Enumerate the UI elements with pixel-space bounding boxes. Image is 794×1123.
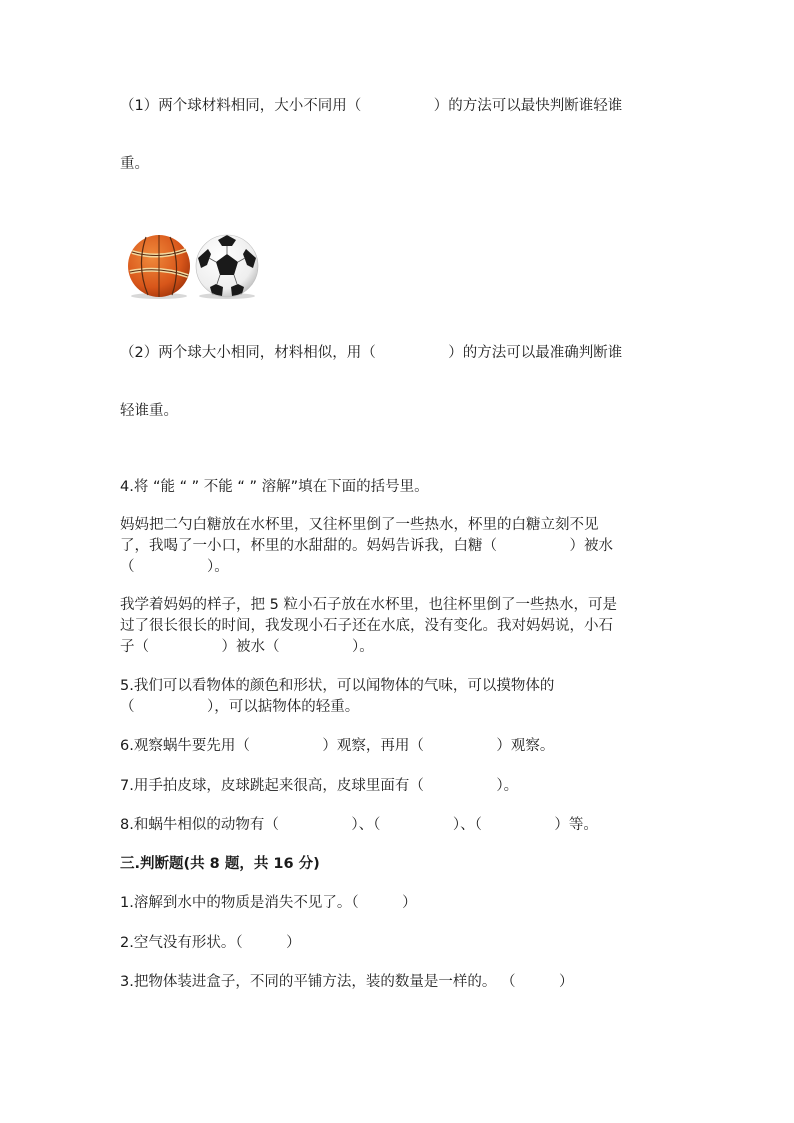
q4-para2-line1: 我学着妈妈的样子，把 5 粒小石子放在水杯里，也往杯里倒了一些热水，可是 (120, 597, 617, 613)
q5-line2: （ ），可以掂物体的轻重。 (120, 699, 360, 715)
judge-item-2: 2.空气没有形状。（ ） (120, 935, 301, 951)
q7-text: 7.用手拍皮球，皮球跳起来很高，皮球里面有（ ）。 (120, 778, 519, 794)
q3-part1-line1: （1）两个球材料相同，大小不同用（ ）的方法可以最快判断谁轻谁 (120, 98, 623, 114)
judge-item-3: 3.把物体装进盒子，不同的平铺方法，装的数量是一样的。 （ ） (120, 974, 574, 990)
soccer-ball-icon (196, 235, 258, 297)
section3-heading: 三.判断题(共 8 题，共 16 分) (120, 856, 320, 872)
q3-part2-line1: （2）两个球大小相同，材料相似，用（ ）的方法可以最准确判断谁 (120, 345, 623, 361)
q5-line1: 5.我们可以看物体的颜色和形状，可以闻物体的气味，可以摸物体的 (120, 678, 555, 694)
basketball-icon (128, 235, 190, 297)
q8-text: 8.和蜗牛相似的动物有（ ）、（ ）、（ ）等。 (120, 817, 598, 833)
q4-para2-line3: 子（ ）被水（ ）。 (120, 639, 374, 655)
q3-part2-line2: 轻谁重。 (120, 403, 178, 419)
q4-para1-line3: （ ）。 (120, 559, 229, 575)
balls-image (126, 232, 260, 300)
q4-para1-line1: 妈妈把二勺白糖放在水杯里，又往杯里倒了一些热水，杯里的白糖立刻不见 (120, 517, 599, 533)
q4-para1-line2: 了，我喝了一小口，杯里的水甜甜的。妈妈告诉我，白糖（ ）被水 (120, 538, 613, 554)
q3-part1-line2: 重。 (120, 156, 149, 172)
q4-title: 4.将 “能 “ ” 不能 “ ” 溶解”填在下面的括号里。 (120, 479, 429, 495)
judge-item-1: 1.溶解到水中的物质是消失不见了。（ ） (120, 895, 417, 911)
q4-para2-line2: 过了很长很长的时间，我发现小石子还在水底，没有变化。我对妈妈说，小石 (120, 618, 613, 634)
q6-text: 6.观察蜗牛要先用（ ）观察，再用（ ）观察。 (120, 738, 555, 754)
